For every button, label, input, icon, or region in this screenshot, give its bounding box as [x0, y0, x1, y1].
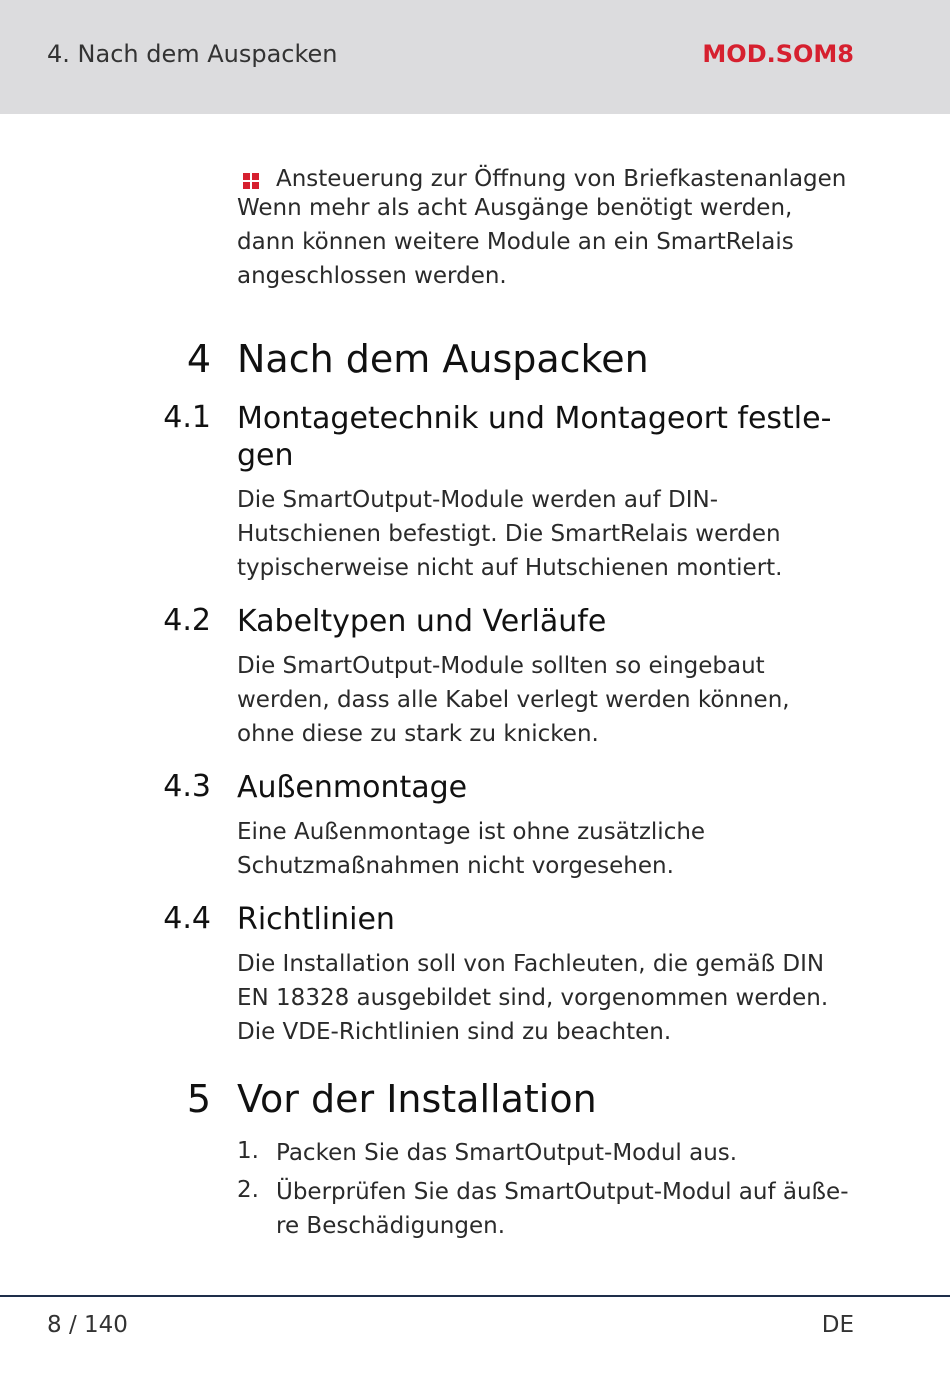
section-number: 4.3 [163, 769, 211, 804]
bullet-squares-icon [243, 173, 259, 189]
chapter-number: 4 [186, 337, 211, 381]
step-text: Packen Sie das SmartOutput-Modul aus. [276, 1140, 738, 1166]
section-number: 4.4 [163, 901, 211, 936]
section-number: 4.2 [163, 603, 211, 638]
bullet-item: Ansteuerung zur Öffnung von Briefkastenanlagen [276, 166, 847, 192]
section-title: Außenmontage [237, 770, 468, 805]
header-product-code: MOD.SOM8 [702, 40, 854, 68]
section-number: 4.1 [163, 400, 211, 435]
chapter-title: Nach dem Auspacken [237, 337, 649, 381]
header-section-title: 4. Nach dem Auspacken [47, 40, 338, 68]
step-text: Überprüfen Sie das SmartOutput-Modul auf äuße- re Beschädigungen. [276, 1179, 849, 1239]
section-title: Richtlinien [237, 902, 395, 937]
language-code: DE [821, 1312, 854, 1338]
page-number: 8 / 140 [47, 1312, 128, 1338]
intro-paragraph: Wenn mehr als acht Ausgänge benötigt werden, dann können weitere Module an ein SmartRelais angeschlossen werden. [237, 195, 794, 289]
section-text: Die SmartOutput-Module sollten so eingebaut werden, dass alle Kabel verlegt werden können, ohne diese zu stark zu knicken. [237, 653, 790, 747]
section-title: Kabeltypen und Verläufe [237, 604, 607, 639]
footer-divider [0, 1295, 950, 1297]
section-text: Die Installation soll von Fachleuten, die gemäß DIN EN 18328 ausgebildet sind, vorgenommen werden. Die VDE-Richtlinien sind zu beachten. [237, 951, 829, 1045]
chapter-number: 5 [186, 1077, 211, 1121]
page-header [0, 0, 950, 114]
section-text: Die SmartOutput-Module werden auf DIN-Hutschienen befestigt. Die SmartRelais werden typischerweise nicht auf Hutschienen montiert. [237, 487, 783, 581]
step-number: 2. [237, 1177, 259, 1203]
step-number: 1. [237, 1138, 259, 1164]
section-text: Eine Außenmontage ist ohne zusätzliche Schutzmaßnahmen nicht vorgesehen. [237, 819, 706, 879]
section-title: Montagetechnik und Montageort festle- gen [237, 401, 832, 473]
chapter-title: Vor der Installation [237, 1077, 597, 1121]
